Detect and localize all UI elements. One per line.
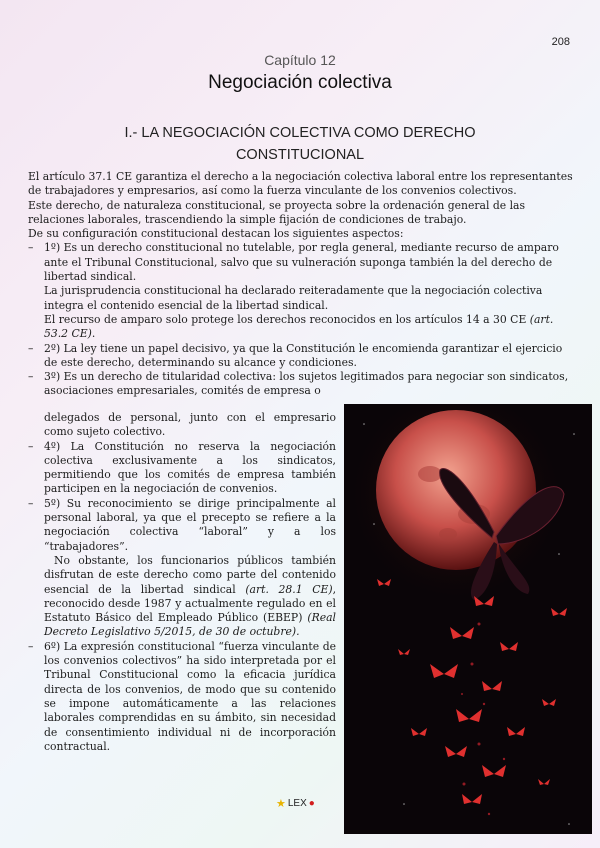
drop-icon: ●: [308, 798, 315, 809]
list-item: – 5º) Su reconocimiento se dirige principalmente al personal laboral, ya que el precepto se refiere a la negociación colectiva “laboral” y a los “trabajadores”.: [28, 496, 336, 553]
list-item-continuation: La jurisprudencia constitucional ha declarado reiteradamente que la negociación colectiva integra el contenido esencial de la libertad sindical.: [44, 284, 543, 312]
footer-logo-text: LEX: [287, 798, 307, 809]
list-item-continuation: delegados de personal, junto con el empresario como sujeto colectivo.: [44, 411, 336, 439]
list-item: – 1º) Es un derecho constitucional no tutelable, por regla general, mediante recurso de amparo ante el Tribunal Constitucional, salvo que su vulneración suponga también la del derecho de libertad sindical.: [28, 241, 559, 284]
list-item-continuation: El recurso de amparo solo protege los derechos reconocidos en los artículos 14 a 30 CE (art. 53.2 CE).: [44, 312, 554, 341]
moon-butterfly-illustration: [344, 404, 592, 834]
section-heading: I.- LA NEGOCIACIÓN COLECTIVA COMO DERECHO CONSTITUCIONAL: [124, 125, 476, 163]
list-item-continuation: asociaciones empresariales, comités de empresa o: [44, 384, 321, 398]
body-text-top: [28, 170, 574, 399]
chapter-title: Negociación colectiva: [208, 72, 392, 93]
list-item: – 3º) Es un derecho de titularidad colectiva: los sujetos legitimados para negociar son sindicatos,: [28, 370, 569, 384]
illustration-svg: [344, 404, 592, 834]
intro-paragraph: El artículo 37.1 CE garantiza el derecho a la negociación colectiva laboral entre los representantes de trabajadores y empresarios, así como la fuerza vinculante de los convenios colectivos.: [28, 170, 573, 198]
list-item-continuation: No obstante, los funcionarios públicos también disfrutan de este derecho como parte del contenido esencial de la libertad sindical (art. 28.1 CE), reconocido desde 1987 y actualmente regulado en el Estatuto Básico del Empleado Público (EBEP) (Real Decreto Legislativo 5/2015, de 30 de octubre).: [44, 553, 337, 639]
page-number: 208: [551, 36, 570, 48]
footer-logo: [276, 797, 315, 810]
body-text-left: [28, 411, 336, 754]
chapter-label: Capítulo 12: [264, 52, 336, 68]
intro-paragraph: Este derecho, de naturaleza constitucional, se proyecta sobre la ordenación general de las relaciones laborales, trascendiendo la simple fijación de condiciones de trabajo.: [28, 198, 526, 226]
star-icon: ★: [276, 798, 286, 810]
list-item: – 2º) La ley tiene un papel decisivo, ya que la Constitución le encomienda garantizar el ejercicio de este derecho, determinando su alcance y condiciones.: [28, 341, 563, 369]
intro-paragraph: De su configuración constitucional destacan los siguientes aspectos:: [28, 227, 404, 241]
list-item: – 6º) La expresión constitucional “fuerza vinculante de los convenios colectivos” ha sido interpretada por el Tribunal Constitucional como la eficacia jurídica directa de los convenios, de modo que su contenido se impone automáticamente a las relaciones laborales comprendidas en su ámbito, sin necesidad de consentimiento individual ni de incorporación contractual.: [28, 639, 336, 753]
list-item: – 4º) La Constitución no reserva la negociación colectiva exclusivamente a los sindicatos, permitiendo que los comités de empresa también participen en la negociación de convenios.: [28, 439, 336, 496]
